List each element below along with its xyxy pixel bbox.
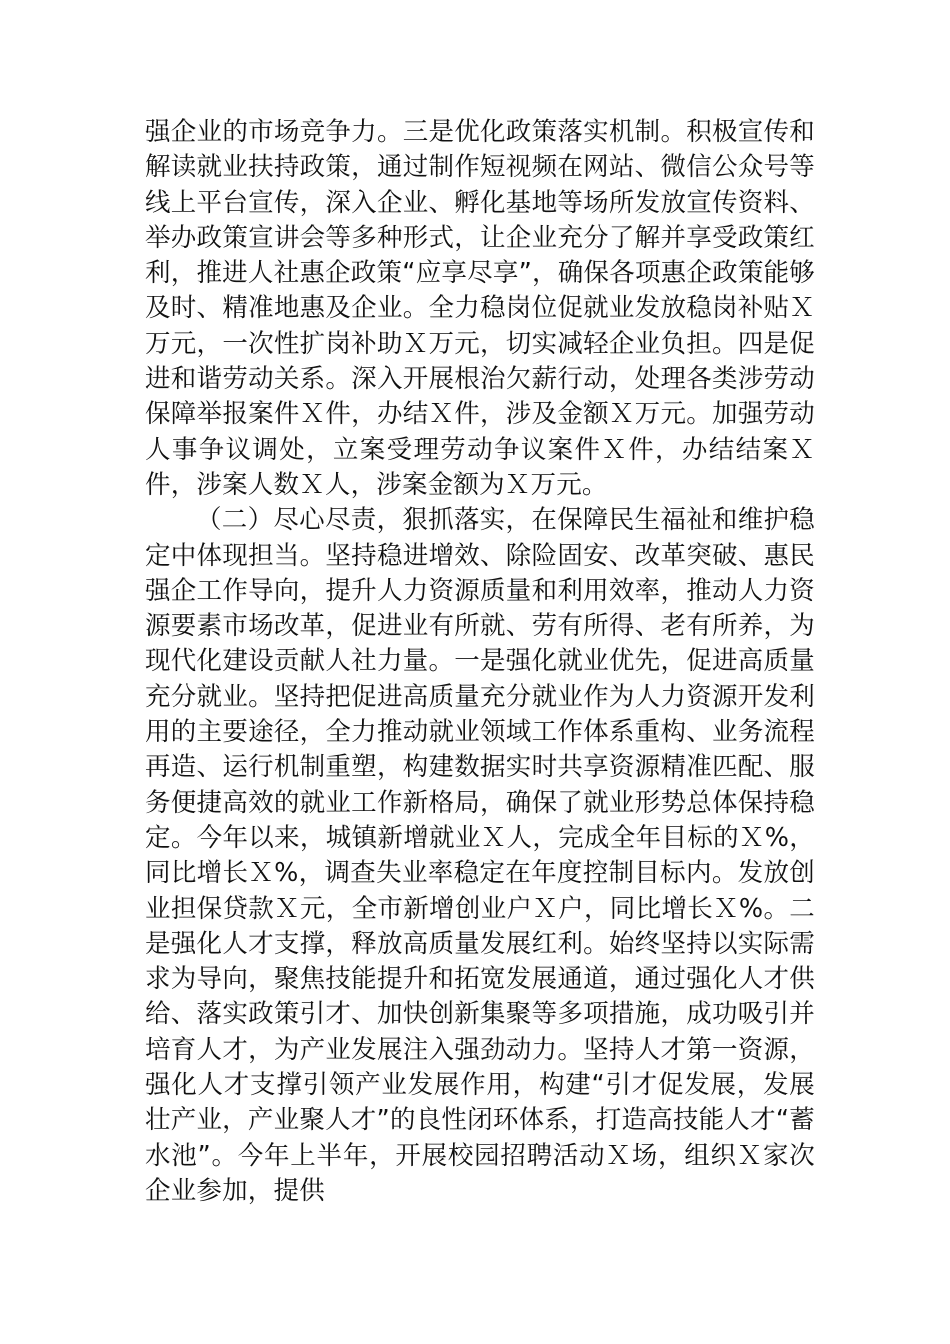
paragraph-continuation: 强企业的市场竞争力。三是优化政策落实机制。积极宣传和解读就业扶持政策，通过制作短视频在网站、微信公众号等线上平台宣传，深入企业、孵化基地等场所发放宣传资料、举办政策宣讲会等多种形式，让企业充分了解并享受政策红利，推进人社惠企政策“应享尽享”，确保各项惠企政策能够及时、精准地惠及企业。全力稳岗位促就业发放稳岗补贴Ｘ万元，一次性扩岗补助Ｘ万元，切实减轻企业负担。四是促进和谐劳动关系。深入开展根治欠薪行动，处理各类涉劳动保障举报案件Ｘ件，办结Ｘ件，涉及金额Ｘ万元。加强劳动人事争议调处，立案受理劳动争议案件Ｘ件，办结结案Ｘ件，涉案人数Ｘ人，涉案金额为Ｘ万元。 (145, 117, 815, 500)
document-body (145, 115, 815, 1209)
paragraph-section-two: （二）尽心尽责，狠抓落实，在保障民生福祉和维护稳定中体现担当。坚持稳进增效、除险固安、改革突破、惠民强企工作导向，提升人力资源质量和利用效率，推动人力资源要素市场改革，促进业有所就、劳有所得、老有所养，为现代化建设贡献人社力量。一是强化就业优先，促进高质量充分就业。坚持把促进高质量充分就业作为人力资源开发利用的主要途径，全力推动就业领域工作体系重构、业务流程再造、运行机制重塑，构建数据实时共享资源精准匹配、服务便捷高效的就业工作新格局，确保了就业形势总体保持稳定。今年以来，城镇新增就业Ｘ人，完成全年目标的Ｘ%，同比增长Ｘ%，调查失业率稳定在年度控制目标内。发放创业担保贷款Ｘ元，全市新增创业户Ｘ户，同比增长Ｘ%。二是强化人才支撑，释放高质量发展红利。始终坚持以实际需求为导向，聚焦技能提升和拓宽发展通道，通过强化人才供给、落实政策引才、加快创新集聚等多项措施，成功吸引并培育人才，为产业发展注入强劲动力。坚持人才第一资源，强化人才支撑引领产业发展作用，构建“引才促发展，发展壮产业，产业聚人才”的良性闭环体系，打造高技能人才“蓄水池”。今年上半年，开展校园招聘活动Ｘ场，组织Ｘ家次企业参加，提供 (145, 505, 815, 1206)
